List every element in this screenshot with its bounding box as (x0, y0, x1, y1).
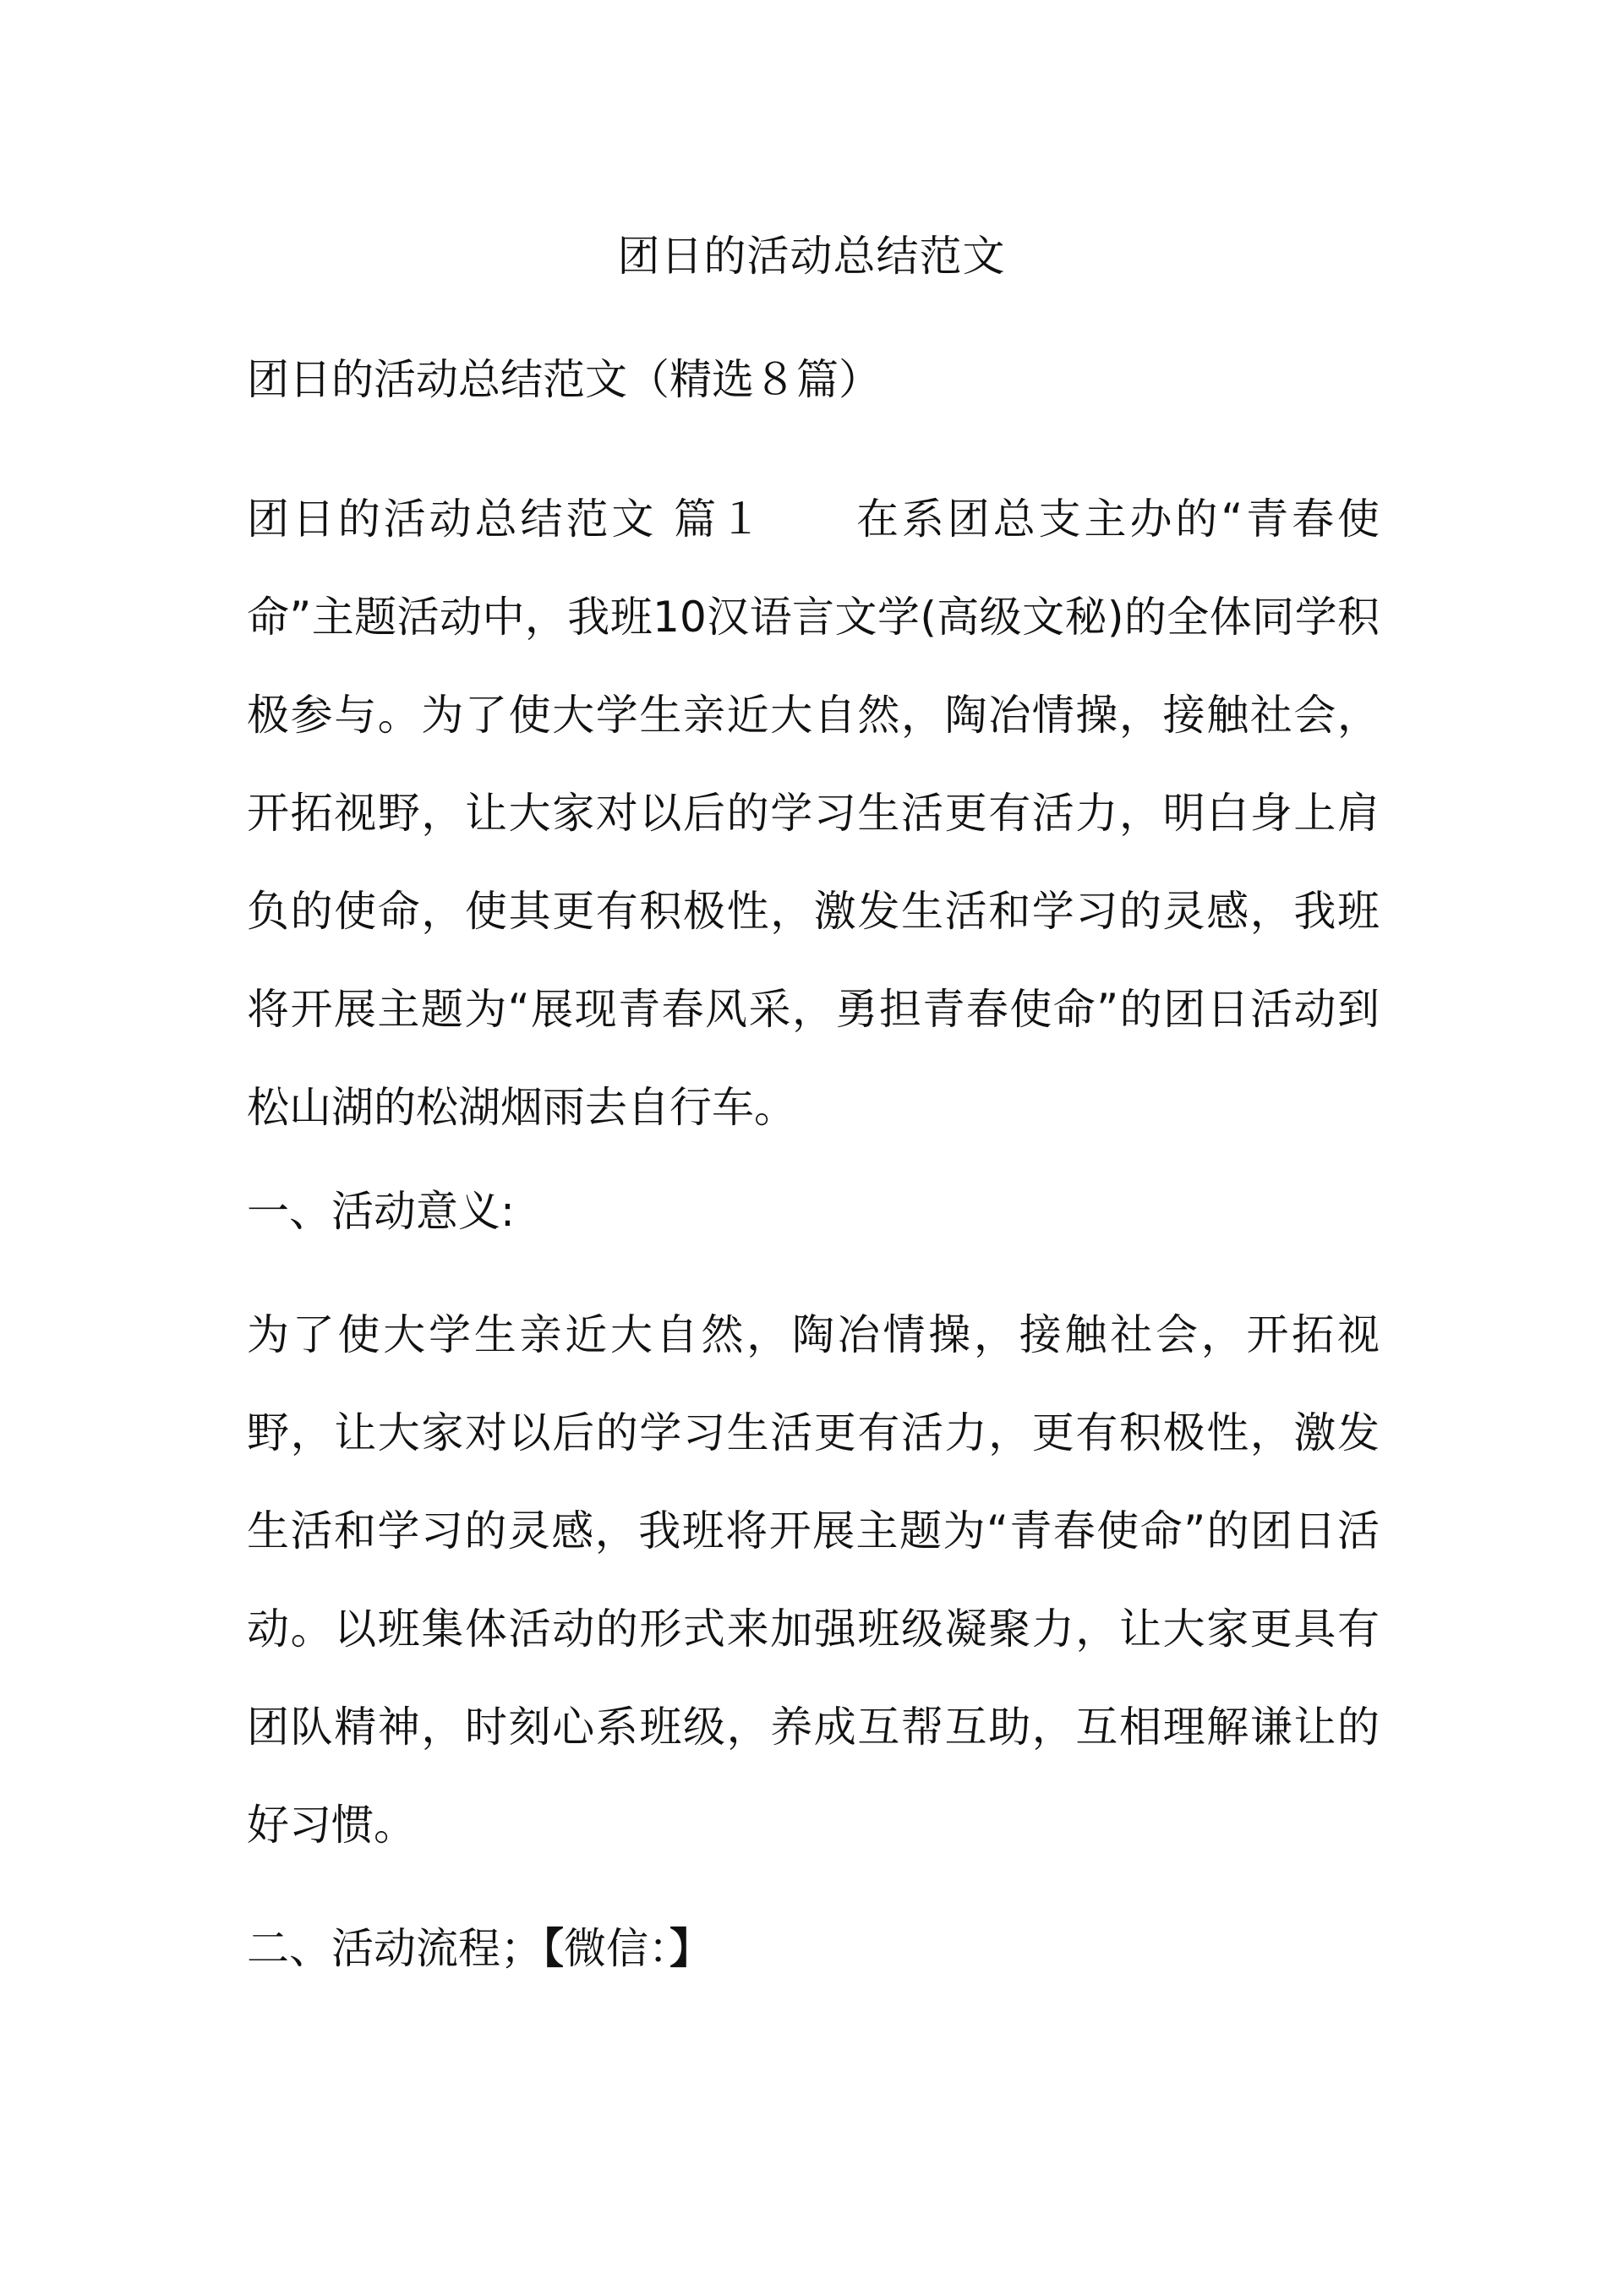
document-title: 团日的活动总结范文 (617, 232, 1006, 281)
wechat-label: 微信： (564, 1924, 669, 1973)
bracket-open: 【 (543, 1924, 564, 1973)
article-1-paragraph (247, 470, 1380, 1156)
section-1-heading: 一、活动意义: (247, 1187, 515, 1236)
article-1-text: 在系团总支主办的“青春使命”主题活动中，我班10汉语言文学(高级文秘)的全体同学积极参与。为了使大学生亲近大自然，陶冶情操，接触社会，开拓视野，让大家对以后的学习生活更有活力，明白身上肩负的使命，使其更有积极性，激发生活和学习的灵感，我班将开展主题为“展现青春风采，勇担青春使命”的团日活动到松山湖的松湖烟雨去自行车。 (247, 495, 1380, 1132)
article-1-heading: 团日的活动总结范文 篇１ (247, 495, 765, 544)
document-subtitle: 团日的活动总结范文（精选８篇） (247, 355, 881, 404)
bracket-close: 】 (669, 1924, 712, 1973)
section-2-line (247, 1919, 1380, 1978)
section-2-heading: 二、活动流程； (247, 1924, 543, 1973)
section-1-paragraph: 为了使大学生亲近大自然，陶冶情操，接触社会，开拓视野，让大家对以后的学习生活更有活力，更有积极性，激发生活和学习的灵感，我班将开展主题为“青春使命”的团日活动。以班集体活动的形式来加强班级凝聚力，让大家更具有团队精神，时刻心系班级，养成互帮互助，互相理解谦让的好习惯。 (247, 1310, 1380, 1850)
